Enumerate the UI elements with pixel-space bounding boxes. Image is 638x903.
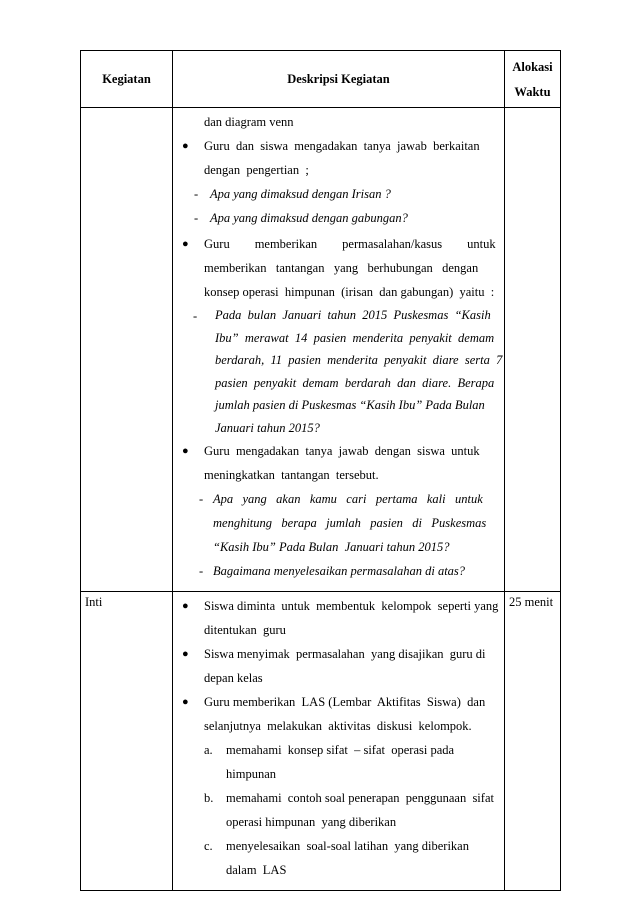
continued-text: dan diagram venn bbox=[204, 115, 294, 129]
bullet-text: ditentukan guru bbox=[204, 623, 286, 637]
lesson-activity-table bbox=[80, 50, 561, 891]
bullet-text: depan kelas bbox=[204, 671, 263, 685]
question-text: menghitung berapa jumlah pasien di Puskesmas bbox=[213, 516, 487, 530]
list-item: - Apa yang dimaksud dengan gabungan? bbox=[179, 206, 496, 230]
header-kegiatan: Kegiatan bbox=[81, 51, 173, 108]
list-item: - Apa yang akan kamu cari pertama kali untuk menghitung berapa jumlah pasien di Puskesmas “Kasih Ibu” Pada Bulan Januari tahun 2015? bbox=[179, 487, 496, 559]
list-marker: a. bbox=[204, 743, 213, 757]
list-item: - Bagaimana menyelesaikan permasalahan di atas? bbox=[179, 559, 496, 583]
bullet-icon: ● bbox=[182, 600, 189, 612]
header-alokasi-waktu bbox=[505, 51, 561, 108]
description-cell bbox=[173, 108, 505, 592]
bullet-text: Siswa menyimak permasalahan yang disajikan guru di bbox=[204, 647, 486, 661]
bullet-icon: ● bbox=[182, 696, 189, 708]
list-marker: b. bbox=[204, 791, 214, 805]
list-item: - Apa yang dimaksud dengan Irisan ? bbox=[179, 182, 496, 206]
problem-text: Ibu” merawat 14 pasien menderita penyakit demam bbox=[215, 330, 495, 345]
bullet-text: Siswa diminta untuk membentuk kelompok seperti yang bbox=[204, 599, 499, 613]
problem-text: Pada bulan Januari tahun 2015 Puskesmas “Kasih bbox=[215, 308, 491, 322]
table-row bbox=[81, 592, 561, 891]
question-text: “Kasih Ibu” Pada Bulan Januari tahun 2015? bbox=[213, 540, 450, 554]
list-item bbox=[179, 594, 499, 642]
list-item bbox=[179, 642, 496, 690]
problem-text: Januari tahun 2015? bbox=[215, 420, 320, 435]
bullet-text: meningkatkan tantangan tersebut. bbox=[204, 468, 379, 482]
question-text: Apa yang dimaksud dengan gabungan? bbox=[210, 211, 408, 225]
sub-item-text: menyelesaikan soal-soal latihan yang diberikan bbox=[226, 839, 469, 853]
bullet-icon: ● bbox=[182, 445, 189, 457]
kegiatan-cell bbox=[81, 108, 173, 592]
waktu-cell bbox=[505, 108, 561, 592]
list-item bbox=[179, 232, 496, 304]
bullet-text: Guru dan siswa mengadakan tanya jawab berkaitan bbox=[204, 139, 480, 153]
bullet-text: konsep operasi himpunan (irisan dan gabungan) yaitu : bbox=[204, 285, 495, 299]
list-item: - Pada bulan Januari tahun 2015 Puskesmas “Kasih Ibu” merawat 14 pasien menderita penyakit demam berdarah, 11 pasien menderita penyakit diare serta 7 pasien penyakit demam berdarah dan diare. Berapa jumlah pasien di Puskesmas “Kasih Ibu” Pada Bulan Januari tahun 2015? bbox=[179, 304, 496, 439]
question-text: Bagaimana menyelesaikan permasalahan di atas? bbox=[213, 564, 466, 578]
bullet-text: selanjutnya melakukan aktivitas diskusi kelompok. bbox=[204, 719, 472, 733]
bullet-icon: ● bbox=[182, 648, 189, 660]
bullet-text: Guru memberikan permasalahan/kasus untuk bbox=[204, 237, 496, 251]
header-deskripsi: Deskripsi Kegiatan bbox=[173, 51, 505, 108]
sub-item-text: memahami contoh soal penerapan penggunaan sifat bbox=[226, 791, 494, 805]
waktu-cell: 25 menit bbox=[505, 592, 561, 891]
sub-item-text: operasi himpunan yang diberikan bbox=[226, 815, 397, 829]
problem-text: jumlah pasien di Puskesmas “Kasih Ibu” Pada Bulan bbox=[215, 398, 485, 412]
header-waktu: Waktu bbox=[514, 85, 551, 99]
sub-item-text: dalam LAS bbox=[226, 863, 287, 877]
list-item bbox=[179, 690, 496, 738]
bullet-text: Guru mengadakan tanya jawab dengan siswa untuk bbox=[204, 444, 480, 458]
question-text: Apa yang dimaksud dengan Irisan ? bbox=[210, 187, 391, 201]
list-item bbox=[179, 738, 496, 786]
list-item bbox=[179, 439, 496, 487]
sub-item-text: memahami konsep sifat – sifat operasi pada bbox=[226, 743, 455, 757]
bullet-icon: ● bbox=[182, 238, 189, 250]
list-marker: c. bbox=[204, 839, 213, 853]
table-row bbox=[81, 108, 561, 592]
list-item bbox=[179, 834, 496, 882]
header-alokasi: Alokasi bbox=[512, 60, 553, 74]
bullet-text: Guru memberikan LAS (Lembar Aktifitas Siswa) dan bbox=[204, 695, 486, 709]
bullet-text: memberikan tantangan yang berhubungan dengan bbox=[204, 261, 479, 275]
table-header-row bbox=[81, 51, 561, 108]
description-cell bbox=[173, 592, 505, 891]
bullet-text: dengan pengertian ; bbox=[204, 163, 309, 177]
kegiatan-cell: Inti bbox=[81, 592, 173, 891]
list-item bbox=[179, 786, 496, 834]
sub-item-text: himpunan bbox=[226, 767, 276, 781]
problem-text: berdarah, 11 pasien menderita penyakit diare serta 7 bbox=[215, 353, 503, 367]
list-item bbox=[179, 134, 496, 182]
bullet-icon: ● bbox=[182, 140, 189, 152]
question-text: Apa yang akan kamu cari pertama kali untuk bbox=[213, 492, 483, 506]
problem-text: pasien penyakit demam berdarah dan diare. Berapa bbox=[215, 375, 495, 390]
